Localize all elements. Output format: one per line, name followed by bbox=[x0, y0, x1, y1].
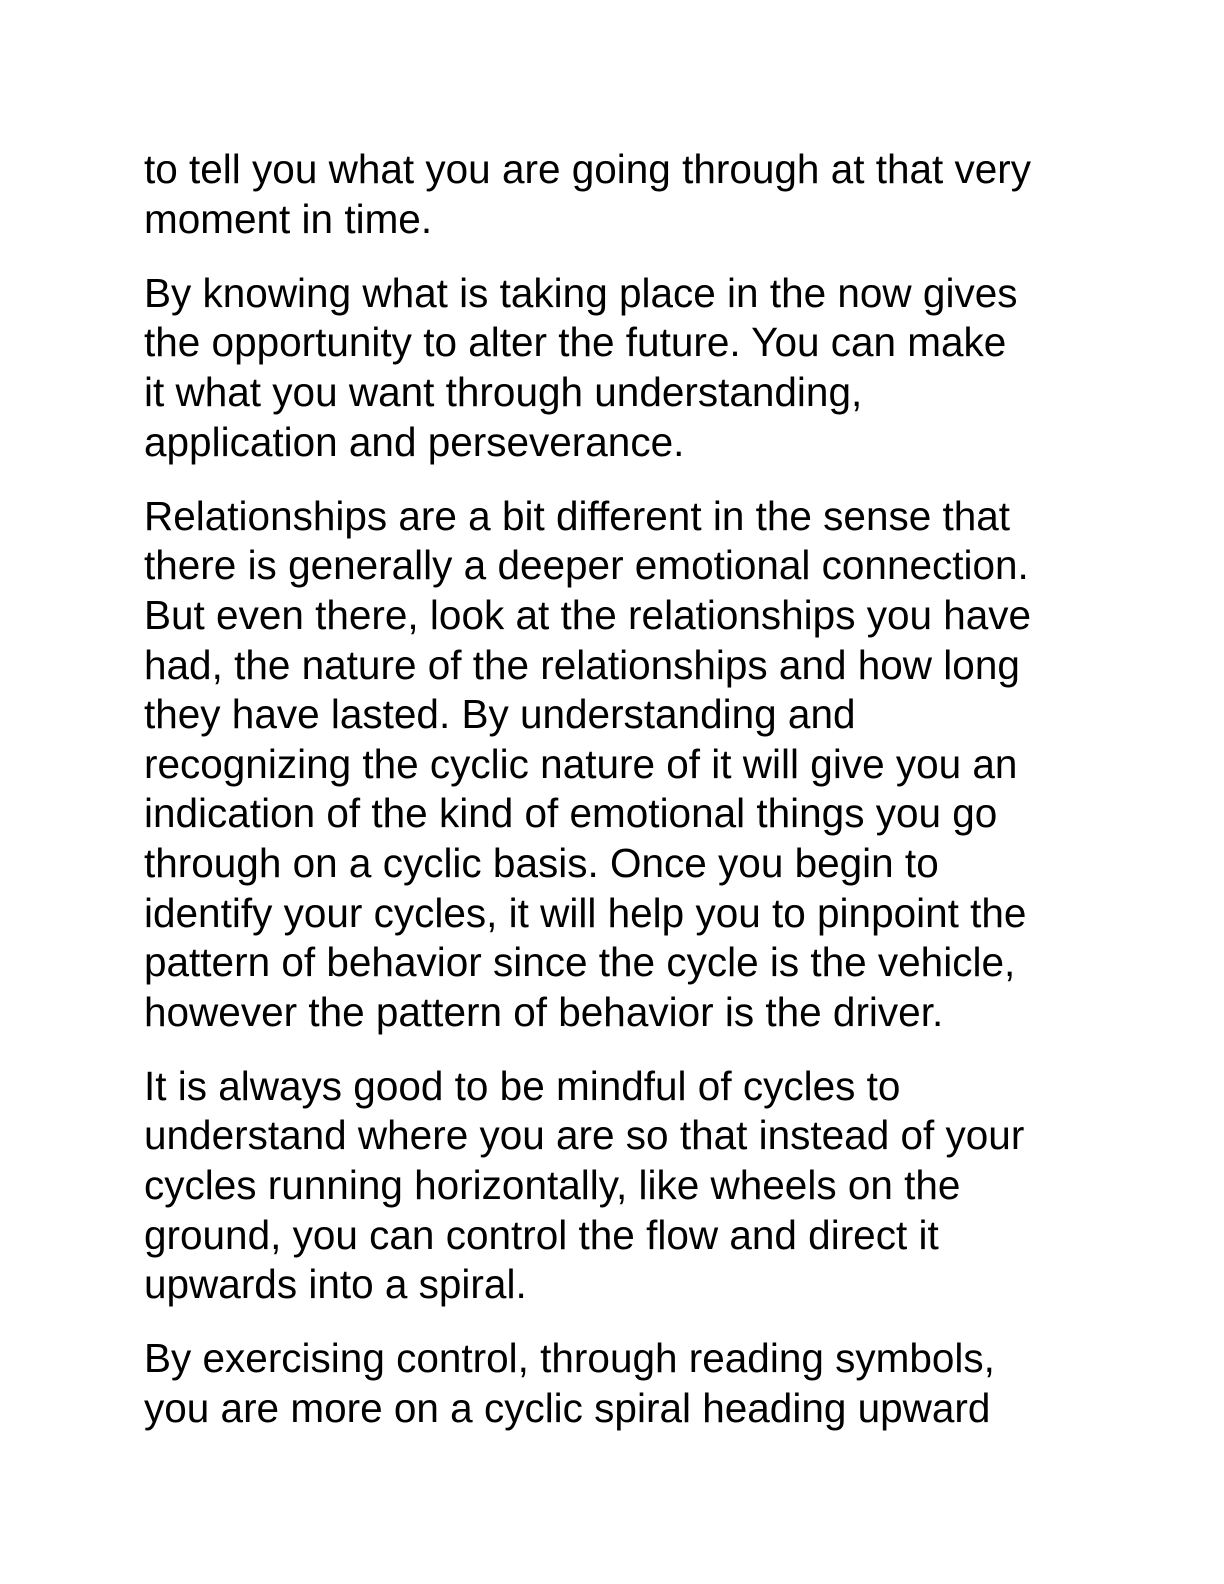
text-line: application and perseverance. bbox=[144, 418, 685, 465]
paragraph-4 bbox=[144, 1062, 1084, 1310]
paragraph-5 bbox=[144, 1334, 1084, 1433]
text-line: It is always good to be mindful of cycles to bbox=[144, 1062, 901, 1109]
text-line: however the pattern of behavior is the driver. bbox=[144, 988, 944, 1035]
text-line: But even there, look at the relationships you have bbox=[144, 591, 1032, 638]
paragraph-2 bbox=[144, 269, 1084, 467]
text-line: By knowing what is taking place in the now gives bbox=[144, 269, 1018, 316]
text-line: moment in time. bbox=[144, 195, 433, 242]
text-line: Relationships are a bit different in the sense that bbox=[144, 492, 1011, 539]
text-line: had, the nature of the relationships and how long bbox=[144, 641, 1020, 688]
text-line: the opportunity to alter the future. You can make bbox=[144, 319, 1007, 366]
paragraph-1 bbox=[144, 145, 1084, 244]
body-text bbox=[144, 145, 1084, 1458]
text-line: there is generally a deeper emotional connection. bbox=[144, 542, 1029, 589]
text-line: upwards into a spiral. bbox=[144, 1261, 527, 1308]
text-line: ground, you can control the flow and direct it bbox=[144, 1211, 939, 1258]
text-line: understand where you are so that instead of your bbox=[144, 1112, 1025, 1159]
text-line: through on a cyclic basis. Once you begin to bbox=[144, 839, 939, 886]
text-line: you are more on a cyclic spiral heading upward bbox=[144, 1385, 991, 1432]
text-line: cycles running horizontally, like wheels on the bbox=[144, 1162, 961, 1209]
text-line: indication of the kind of emotional things you go bbox=[144, 790, 998, 837]
text-line: pattern of behavior since the cycle is the vehicle, bbox=[144, 939, 1016, 986]
text-line: identify your cycles, it will help you to pinpoint the bbox=[144, 889, 1027, 936]
paragraph-3 bbox=[144, 492, 1084, 1038]
text-line: they have lasted. By understanding and bbox=[144, 691, 856, 738]
text-line: it what you want through understanding, bbox=[144, 368, 863, 415]
text-line: to tell you what you are going through at that very bbox=[144, 146, 1032, 192]
text-line: recognizing the cyclic nature of it will give you an bbox=[144, 740, 1018, 787]
text-line: By exercising control, through reading symbols, bbox=[144, 1335, 995, 1382]
